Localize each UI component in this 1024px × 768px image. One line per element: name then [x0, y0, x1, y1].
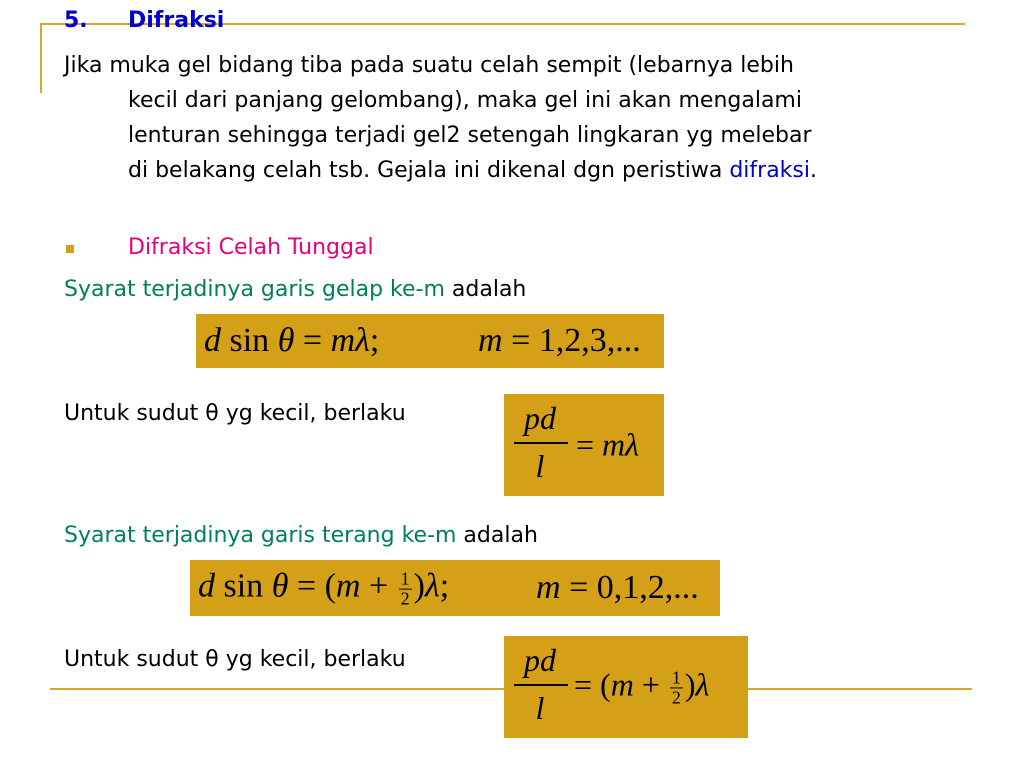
bright-fringe-condition [64, 520, 538, 551]
eq2-denominator: l [535, 448, 545, 484]
eq4-denominator: l [535, 690, 545, 726]
eq3-half-num: 1 [400, 568, 410, 589]
paragraph-line-1: Jika muka gel bidang tiba pada suatu celah sempit (lebarnya lebih [64, 53, 794, 78]
eq2-fraction-bar [514, 442, 568, 444]
paragraph-line-2: kecil dari panjang gelombang), maka gel ini akan mengalami [128, 88, 802, 113]
dark-fringe-rest: adalah [444, 277, 527, 302]
section-number: 5. [64, 8, 88, 33]
bright-fringe-highlight: Syarat terjadinya garis terang ke-m [64, 523, 457, 548]
dark-fringe-condition [64, 274, 526, 305]
small-angle-text-1: Untuk sudut θ yg kecil, berlaku [64, 401, 406, 426]
paragraph-period: . [810, 158, 817, 183]
eq2-numerator: pd [524, 400, 556, 436]
dark-fringe-highlight: Syarat terjadinya garis gelap ke-m [64, 277, 445, 302]
bullet-marker [66, 245, 74, 253]
bullet-title: Difraksi Celah Tunggal [128, 235, 374, 260]
equation-bright-fringe: d sin θ = (m + $\frac{1}{2}$ )λ; m = 0,1,2,... [190, 560, 720, 616]
eq4-half-den: 2 [671, 687, 681, 708]
section-title: Difraksi [128, 8, 225, 33]
paragraph-line-3: lenturan sehingga terjadi gel2 setengah lingkaran yg melebar [128, 123, 812, 148]
equation-dark-fringe: d sin θ = mλ; m = 1,2,3,... [196, 314, 664, 368]
eq4-numerator: pd [524, 642, 556, 678]
equation-dark-small-angle: pd l = mλ [504, 394, 664, 496]
paragraph-line-4 [128, 155, 817, 186]
eq4-fraction-bar [514, 684, 568, 686]
eq4-half-num: 1 [671, 667, 681, 688]
eq3-half-den: 2 [400, 588, 410, 609]
small-angle-text-2: Untuk sudut θ yg kecil, berlaku [64, 647, 406, 672]
equation-bright-small-angle: pd l = (m + $\frac{1}{2}$ )λ [504, 636, 748, 738]
bright-fringe-rest: adalah [456, 523, 538, 548]
paragraph-line-4-text: di belakang celah tsb. Gejala ini dikenal dgn peristiwa [128, 158, 730, 183]
left-rule [40, 23, 42, 93]
difraksi-term: difraksi [729, 158, 810, 183]
